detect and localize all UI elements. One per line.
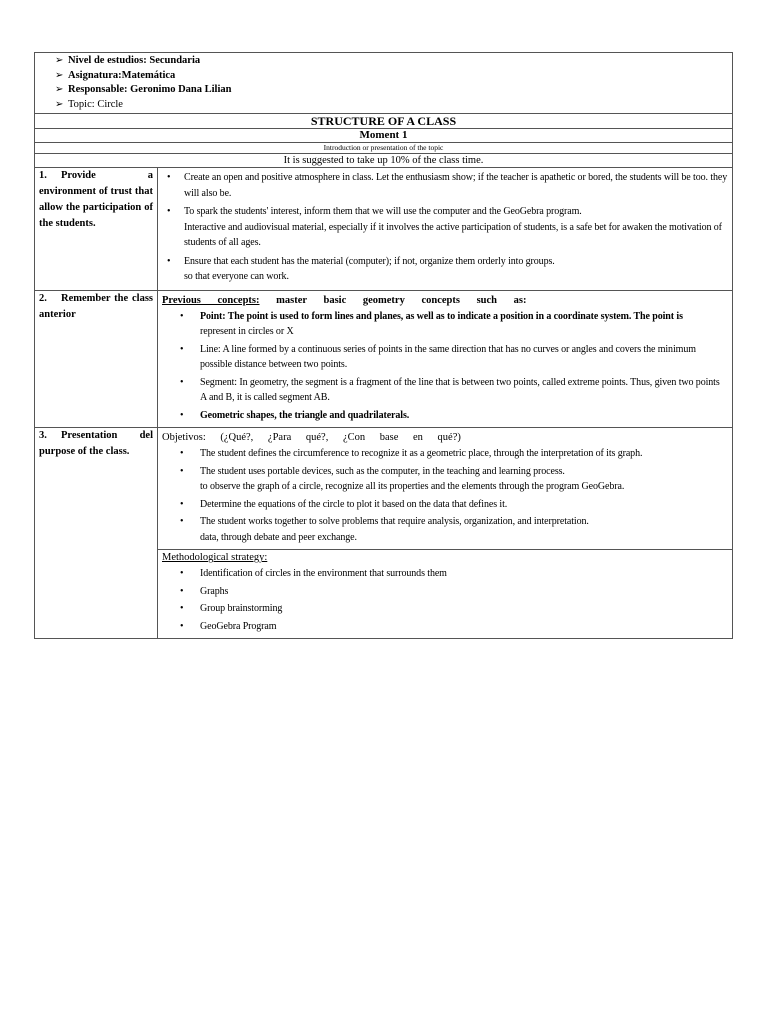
item-extra-text: to observe the graph of a circle, recognize all its properties and the elements through the program GeoGebra. (200, 481, 625, 493)
item-text: Determine the equations of the circle to plot it based on the data that defines it. (200, 498, 508, 510)
meta-cell (35, 53, 733, 114)
list-item (200, 375, 728, 406)
meta-row (35, 53, 733, 114)
list-item (184, 170, 728, 201)
item-text: represent in circles or X (200, 326, 294, 338)
section-2-list (162, 308, 728, 428)
lesson-plan-document (34, 52, 733, 639)
meta-value: Geronimo Dana Lilian (130, 84, 232, 96)
item-text: Ensure that each student has the material (computer); if not, organize them orderly into groups. (184, 255, 555, 267)
section-number: 3. (39, 430, 47, 442)
strategy-title: Methodological strategy: (162, 552, 268, 564)
list-item (200, 446, 728, 462)
section-3-objectives (158, 428, 733, 550)
item-text: Graphs (200, 585, 229, 597)
meta-label: Topic: (68, 98, 98, 110)
previous-concepts-label: Previous concepts: (162, 294, 260, 306)
meta-value: Matemática (121, 69, 176, 81)
previous-concepts-line (162, 291, 728, 308)
item-text: The student defines the circumference to recognize it as a geometric place, through the interpretation of its graph. (200, 448, 643, 460)
list-item (184, 204, 728, 251)
section-heading-text: Presentation del purpose of the class. (39, 430, 153, 458)
section-heading-text: Provide a environment of trust that allow the participation of the students. (39, 170, 153, 230)
list-item (200, 408, 728, 424)
meta-label: Asignatura: (68, 69, 122, 81)
item-text: GeoGebra Program (200, 620, 277, 632)
list-item (200, 514, 728, 545)
objectives-line: Objetivos: (¿Qué?, ¿Para qué?, ¿Con base en qué?) (162, 432, 461, 444)
meta-responsible (55, 83, 728, 98)
item-extra-text: Interactive and audiovisual material, especially if it involves the active participation of students, is a safe bet for awaken the motivation of students of all ages. (184, 221, 722, 249)
section-1-list (162, 168, 728, 290)
title-row (35, 114, 733, 129)
list-item (200, 342, 728, 373)
section-3-list (162, 445, 728, 549)
meta-label: Responsable: (68, 84, 131, 96)
section-1-heading (35, 168, 158, 291)
item-text: Group brainstorming (200, 603, 283, 615)
intro-text: Introduction or presentation of the topic (35, 143, 733, 154)
moment-row (35, 129, 733, 143)
item-bold-text: Geometric shapes, the triangle and quadrilaterals. (200, 409, 410, 421)
section-1-content (158, 168, 733, 291)
meta-value: Secundaria (149, 55, 201, 66)
item-text: The student uses portable devices, such as the computer, in the teaching and learning process. (200, 465, 565, 477)
list-item (200, 464, 728, 495)
meta-value: Circle (97, 98, 123, 110)
previous-concepts-rest: master basic geometry concepts such as: (276, 294, 527, 306)
suggestion-text: It is suggested to take up 10% of the class time. (35, 154, 733, 168)
item-extra-text: data, through debate and peer exchange. (200, 531, 357, 543)
document-title: STRUCTURE OF A CLASS (35, 114, 733, 129)
item-text: Identification of circles in the environment that surrounds them (200, 568, 447, 580)
section-1-row (35, 168, 733, 291)
item-extra-text: so that everyone can work. (184, 271, 289, 283)
moment-title: Moment 1 (35, 129, 733, 143)
section-number: 1. (39, 170, 47, 182)
item-text: The student works together to solve problems that require analysis, organization, and interpretation. (200, 516, 589, 528)
section-2-heading (35, 290, 158, 428)
section-heading-text: Remember the class anterior (39, 292, 153, 320)
intro-row (35, 143, 733, 154)
list-item (200, 601, 728, 617)
item-text: To spark the students' interest, inform them that we will use the computer and the GeoGebra program. (184, 206, 582, 218)
section-3-row (35, 428, 733, 550)
item-text: Line: A line formed by a continuous series of points in the same direction that has no curves or angles and covers the minimum possible distance between two points. (200, 343, 696, 371)
list-item (200, 309, 728, 340)
meta-level (55, 54, 728, 69)
section-3-heading (35, 428, 158, 639)
meta-label: Nivel de estudios: (68, 55, 150, 66)
list-item (200, 584, 728, 600)
meta-topic (55, 98, 728, 113)
strategy-list (162, 565, 728, 638)
list-item (200, 619, 728, 635)
list-item (184, 254, 728, 285)
item-text: Create an open and positive atmosphere in class. Let the enthusiasm show; if the teacher is apathetic or bored, the students will be too. they will also be. (184, 172, 728, 199)
section-2-row (35, 290, 733, 428)
section-3-strategy (158, 550, 733, 639)
list-item (200, 497, 728, 513)
meta-list (39, 53, 728, 113)
section-number: 2. (39, 292, 47, 304)
suggestion-row (35, 154, 733, 168)
item-bold-text: Point: The point is used to form lines and planes, as well as to indicate a position in a coordinate system. The point is (200, 310, 683, 322)
list-item (200, 566, 728, 582)
lesson-plan-table (34, 52, 733, 639)
item-text: Segment: In geometry, the segment is a fragment of the line that is between two points, called extreme points. Thus, given two points A and B, it is called segment AB. (200, 376, 720, 404)
section-2-content (158, 290, 733, 428)
meta-subject (55, 69, 728, 84)
